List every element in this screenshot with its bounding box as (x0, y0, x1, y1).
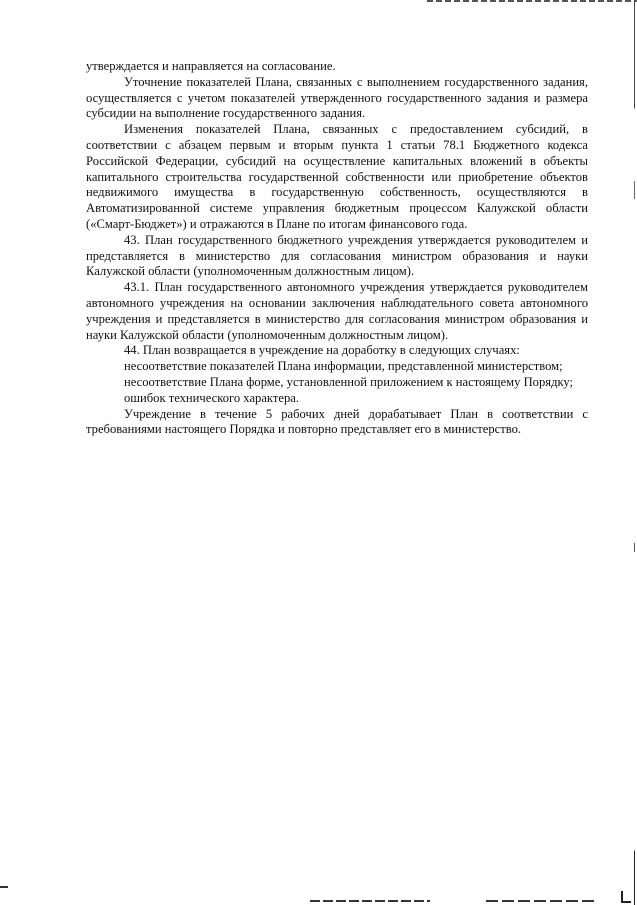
paragraph-state-task-clarification: Уточнение показателей Плана, связанных с выполнением государственного задания, осуществляется с учетом показателей утвержденного государственного задания и размера субсидии на выполнение государственного задания. (86, 74, 588, 121)
paragraph-subsidy-changes: Изменения показателей Плана, связанных с предоставлением субсидий, в соответствии с абзацем первым и вторым пункта 1 статьи 78.1 Бюджетного кодекса Российской Федерации, субсидий на осуществление капитальных вложений в объекты капитального строительства государственной собственности или приобретение объектов недвижимого имущества в государственную собственность, осуществляются в Автоматизированной системе управления бюджетным процессом Калужской области («Смарт-Бюджет») и отражаются в Плане по итогам финансового года. (86, 122, 588, 231)
paragraph-approval-note: утверждается и направляется на согласование. (86, 59, 336, 73)
paragraph-revision-deadline: Учреждение в течение 5 рабочих дней дорабатывает План в соответствии с требованиями настоящего Порядка и повторно представляет его в министерство. (86, 406, 588, 437)
paragraph-item-43-1: 43.1. План государственного автономного учреждения утверждается руководителем автономного учреждения на основании заключения наблюдательного совета автономного учреждения и представляется в министерство для согласования министром образования и науки Калужской области (уполномоченным должностным лицом). (86, 280, 588, 342)
list-item-indicator-mismatch: несоответствие показателей Плана информации, представленной министерством; (124, 359, 563, 374)
scan-artifact-right-edge (634, 0, 635, 905)
scan-artifact-top (427, 0, 637, 2)
paragraph-item-43: 43. План государственного бюджетного учреждения утверждается руководителем и представляется в министерство для согласования министром образования и науки Калужской области (уполномоченным должностным лицом). (86, 232, 588, 279)
scan-artifact-corner-mark (621, 891, 631, 903)
scan-artifact-bottom-line (310, 900, 430, 902)
document-body (86, 59, 588, 438)
scan-artifact-bottom-line-2 (486, 900, 596, 902)
paragraph-item-44: 44. План возвращается в учреждение на доработку в следующих случаях: (124, 343, 520, 358)
list-item-technical-errors: ошибок технического характера. (124, 390, 299, 405)
list-item-form-mismatch: несоответствие Плана форме, установленной приложением к настоящему Порядку; (124, 374, 574, 389)
scan-artifact-left-mark (0, 886, 8, 888)
